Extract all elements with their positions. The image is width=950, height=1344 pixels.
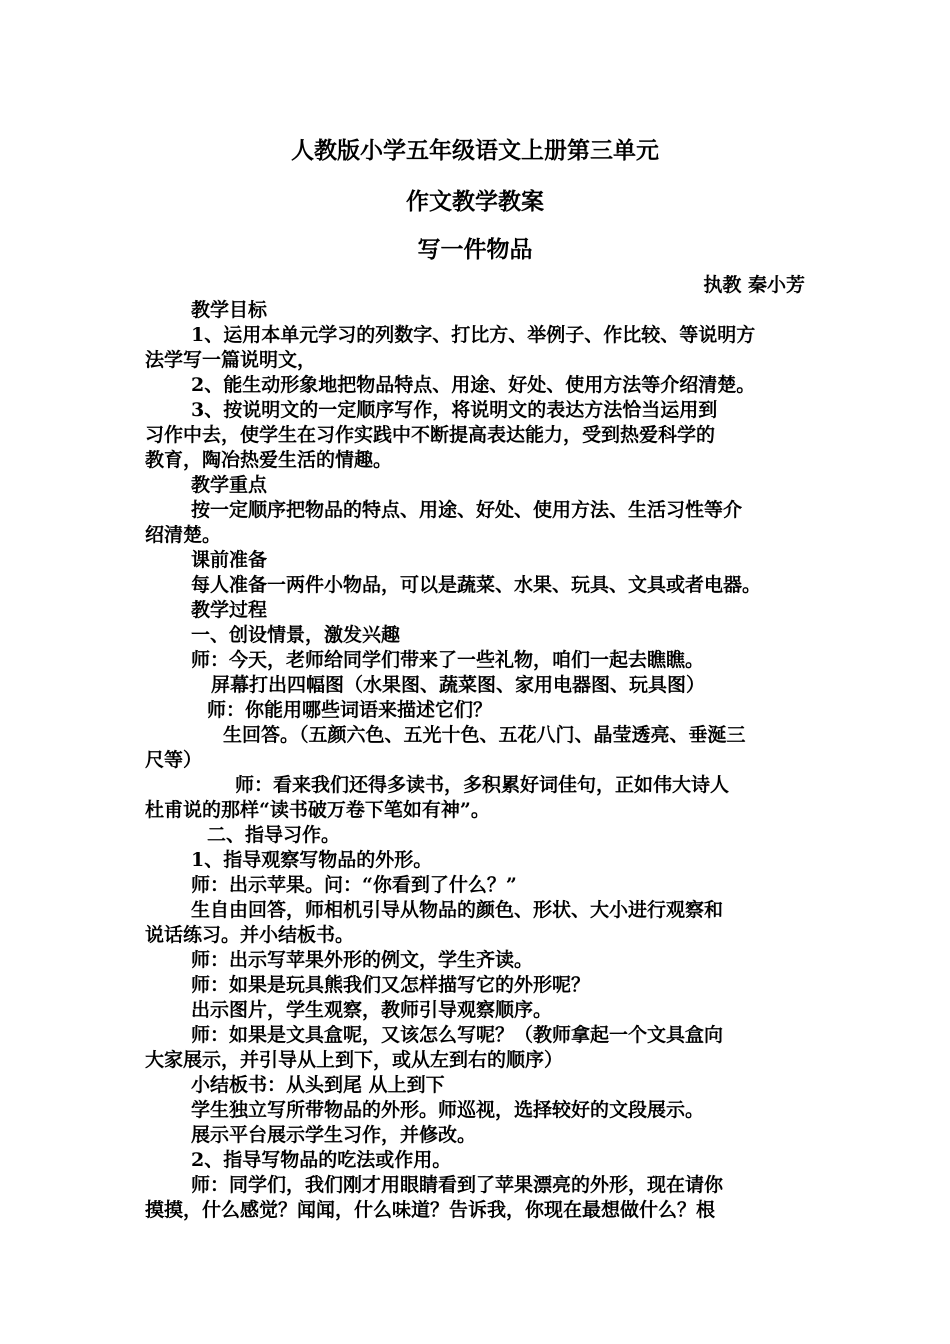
document-title-line-3: 写一件物品: [417, 236, 533, 263]
text-line: 说话练习。并小结板书。: [145, 924, 355, 946]
text-line: 展示平台展示学生习作，并修改。: [191, 1124, 477, 1146]
text-line: 二、指导习作。: [207, 824, 341, 846]
text-line: 生自由回答，师相机引导从物品的颜色、形状、大小进行观察和: [191, 899, 724, 921]
text-line: 师：今天，老师给同学们带来了一些礼物，咱们一起去瞧瞧。: [191, 649, 705, 671]
text-line: 每人准备一两件小物品，可以是蔬菜、水果、玩具、文具或者电器。: [191, 574, 762, 596]
section-heading: 教学过程: [191, 599, 268, 621]
text-line: 出示图片，学生观察，教师引导观察顺序。: [191, 999, 553, 1021]
author-byline: 执教 秦小芳: [703, 274, 805, 296]
text-line: 一、创设情景，激发兴趣: [191, 624, 401, 646]
text-line: 大家展示，并引导从上到下，或从左到右的顺序）: [145, 1049, 564, 1071]
text-line: 屏幕打出四幅图（水果图、蔬菜图、家用电器图、玩具图）: [211, 674, 706, 696]
text-line: 法学写一篇说明文，: [145, 349, 317, 371]
document-title-line-1: 人教版小学五年级语文上册第三单元: [291, 137, 659, 164]
text-line: 学生独立写所带物品的外形。师巡视，选择较好的文段展示。: [191, 1099, 705, 1121]
text-line: 师：你能用哪些词语来描述它们？: [207, 699, 493, 721]
document-title-line-2: 作文教学教案: [406, 188, 544, 215]
text-line: 摸摸，什么感觉？闻闻，什么味道？告诉我，你现在最想做什么？根: [145, 1199, 716, 1221]
text-line: 3、按说明文的一定顺序写作，将说明文的表达方法恰当运用到: [191, 399, 718, 421]
text-line: 杜甫说的那样“读书破万卷下笔如有神”。: [145, 799, 490, 821]
text-line: 师：如果是文具盒呢，又该怎么写呢？（教师拿起一个文具盒向: [191, 1024, 724, 1046]
text-line: 习作中去，使学生在习作实践中不断提高表达能力，受到热爱科学的: [145, 424, 716, 446]
text-line: 生回答。（五颜六色、五光十色、五花八门、晶莹透亮、垂涎三: [223, 724, 746, 746]
text-line: 师：出示苹果。问：“你看到了什么？”: [191, 874, 517, 896]
text-line: 绍清楚。: [145, 524, 222, 546]
text-line: 按一定顺序把物品的特点、用途、好处、使用方法、生活习性等介: [191, 499, 743, 521]
text-line: 1、运用本单元学习的列数字、打比方、举例子、作比较、等说明方: [191, 324, 756, 346]
section-heading: 教学目标: [191, 299, 268, 321]
text-line: 师：出示写苹果外形的例文，学生齐读。: [191, 949, 534, 971]
text-line: 小结板书：从头到尾 从上到下: [191, 1074, 445, 1096]
section-heading: 教学重点: [191, 474, 268, 496]
lesson-plan-body: [145, 298, 805, 1223]
text-line: 教育，陶冶热爱生活的情趣。: [145, 449, 393, 471]
text-line: 1、指导观察写物品的外形。: [191, 849, 433, 871]
text-line: 师：如果是玩具熊我们又怎样描写它的外形呢？: [191, 974, 591, 996]
text-line: 2、指导写物品的吃法或作用。: [191, 1149, 452, 1171]
text-line: 尺等）: [145, 749, 203, 771]
text-line: 师：看来我们还得多读书，多积累好词佳句，正如伟大诗人: [235, 774, 730, 796]
text-line: 师：同学们，我们刚才用眼睛看到了苹果漂亮的外形，现在请你: [191, 1174, 724, 1196]
text-line: 2、能生动形象地把物品特点、用途、好处、使用方法等介绍清楚。: [191, 374, 756, 396]
section-heading: 课前准备: [191, 549, 268, 571]
